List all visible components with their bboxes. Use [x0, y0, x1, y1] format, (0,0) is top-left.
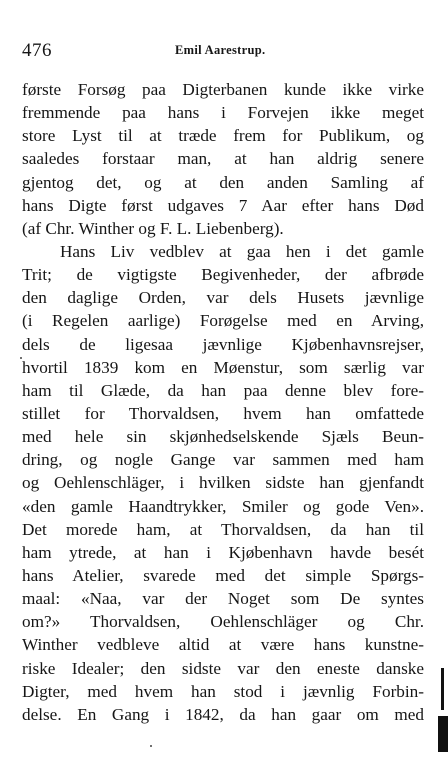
body-text: [22, 78, 424, 726]
text-line: dels de ligesaa jævnlige Kjøbenhavnsrejser,: [22, 334, 424, 354]
text-line: maal: «Naa, var der Noget som De syntes: [22, 589, 424, 609]
speck: [150, 745, 152, 747]
text-line: store Lyst til at træde frem for Publikum, og: [22, 126, 424, 146]
text-line: med hele sin skjønhedselskende Sjæls Beun-: [22, 427, 424, 447]
text-line: (i Regelen aarlige) Forøgelse med en Arving,: [22, 311, 424, 331]
binding-edge-mark: [438, 716, 448, 752]
text-line: hans Digte først udgaves 7 Aar efter hans Død: [22, 195, 424, 215]
speck: [20, 357, 22, 359]
text-line: gjentog det, og at den anden Samling af: [22, 172, 424, 192]
text-line: om?» Thorvaldsen, Oehlenschläger og Chr.: [22, 612, 424, 632]
text-line: ham til Glæde, da han paa denne blev fore-: [22, 380, 424, 400]
text-line: saaledes forstaar man, at han aldrig senere: [22, 149, 424, 169]
page-number: 476: [22, 40, 52, 61]
text-line: første Forsøg paa Digterbanen kunde ikke virke: [22, 80, 424, 99]
text-line: fremmende paa hans i Forvejen ikke meget: [22, 103, 424, 123]
text-line: ham ytrede, at han i Kjøbenhavn havde besét: [22, 542, 424, 562]
text-line: Det morede ham, at Thorvaldsen, da han til: [22, 519, 424, 539]
text-line: Trit; de vigtigste Begivenheder, der afbrøde: [22, 265, 424, 285]
text-line: og Oehlenschläger, i hvilken sidste han gjenfandt: [22, 473, 424, 493]
text-line: stillet for Thorvaldsen, hvem han omfattede: [22, 403, 424, 423]
binding-edge-mark: [441, 668, 444, 710]
text-line: riske Idealer; den sidste var den eneste danske: [22, 658, 424, 678]
text-line: (af Chr. Winther og F. L. Liebenberg).: [22, 218, 284, 238]
running-head: Emil Aarestrup.: [175, 43, 266, 57]
text-line: Digter, med hvem han stod i jævnlig Forbin-: [22, 681, 424, 701]
text-line: dring, og nogle Gange var sammen med ham: [22, 450, 424, 470]
text-line: hvortil 1839 kom en Møenstur, som særlig var: [22, 357, 424, 377]
text-line: «den gamle Haandtrykker, Smiler og gode Ven».: [22, 496, 424, 516]
text-line: hans Atelier, svarede med det simple Spørgs-: [22, 565, 424, 585]
text-line: den daglige Orden, var dels Husets jævnlige: [22, 288, 424, 308]
text-line: delse. En Gang i 1842, da han gaar om med: [22, 704, 424, 724]
text-line: Hans Liv vedblev at gaa hen i det gamle: [60, 241, 424, 261]
text-line: Winther vedbleve altid at være hans kunstne-: [22, 635, 424, 655]
